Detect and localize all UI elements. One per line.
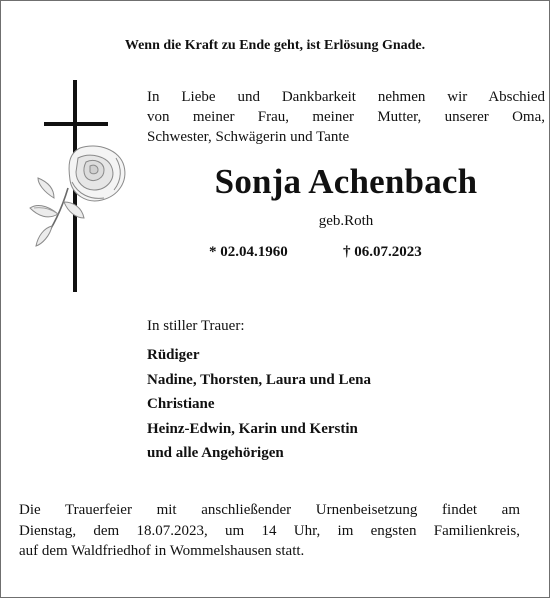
death-date: † 06.07.2023 (343, 244, 422, 260)
mourner-line: und alle Angehörigen (147, 445, 284, 461)
birth-name: geb.Roth (318, 213, 374, 229)
intro-text (147, 87, 545, 147)
intro-line: von meiner Frau, meiner Mutter, unserer Oma, (147, 109, 545, 125)
rose-icon (28, 138, 128, 248)
mourner-line: Christiane (147, 396, 215, 412)
intro-line: In Liebe und Dankbarkeit nehmen wir Abschied (147, 89, 545, 105)
ceremony-line: auf dem Waldfriedhof in Wommelshausen statt. (19, 543, 305, 559)
mourner-line: Nadine, Thorsten, Laura und Lena (147, 371, 371, 388)
intro-line: Schwester, Schwägerin und Tante (147, 129, 350, 145)
birth-date: * 02.04.1960 (209, 244, 288, 260)
deceased-name: Sonja Achenbach (214, 162, 478, 201)
mourners-list (147, 343, 371, 466)
ceremony-line: Die Trauerfeier mit anschließender Urnenbeisetzung findet am (19, 502, 520, 518)
mourner-line: Heinz-Edwin, Karin und Kerstin (147, 420, 358, 437)
ceremony-text (19, 500, 520, 562)
ceremony-line: Dienstag, dem 18.07.2023, um 14 Uhr, im engsten Familienkreis, (19, 522, 520, 539)
mourning-heading: In stiller Trauer: (147, 318, 245, 334)
mourner-line: Rüdiger (147, 347, 200, 363)
motto: Wenn die Kraft zu Ende geht, ist Erlösung Gnade. (124, 38, 426, 53)
